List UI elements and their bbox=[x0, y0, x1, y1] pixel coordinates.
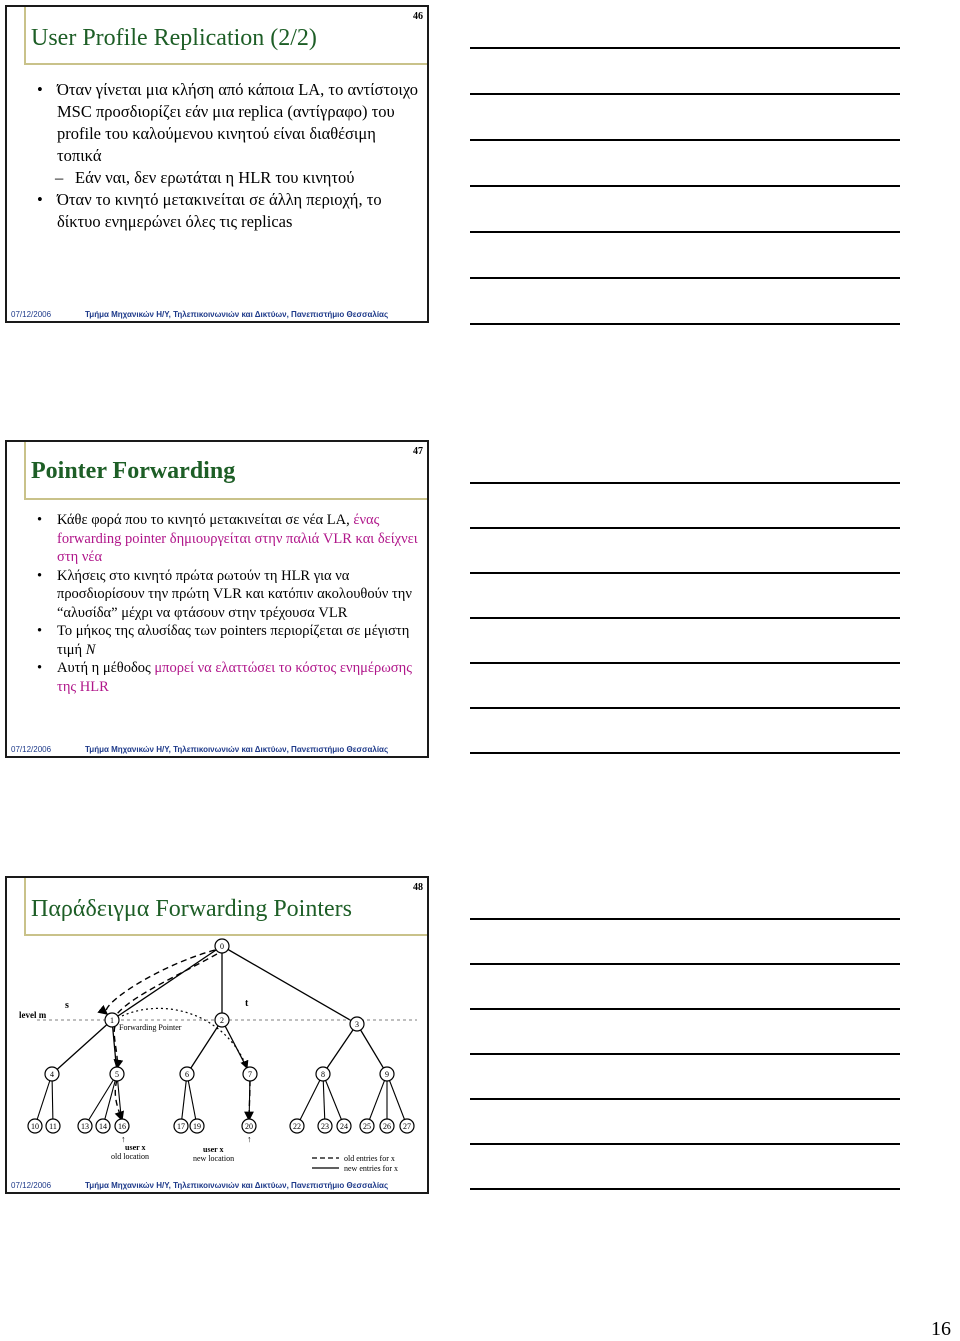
bullet-list bbox=[37, 511, 421, 696]
note-line bbox=[470, 617, 900, 619]
tree-node-label: 3 bbox=[355, 1020, 359, 1029]
new-location-marker: ↑ bbox=[247, 1134, 252, 1144]
tree-leaf-label: 20 bbox=[245, 1122, 253, 1131]
tree-leaf-label: 22 bbox=[293, 1122, 301, 1131]
accent-vertical-rule bbox=[24, 878, 26, 934]
tree-edge bbox=[222, 946, 357, 1024]
tree-leaf-label: 26 bbox=[383, 1122, 391, 1131]
slide-46 bbox=[5, 5, 429, 323]
bullet-dot-icon: • bbox=[37, 80, 43, 99]
old-path-arrow bbox=[106, 950, 215, 1014]
accent-horizontal-rule bbox=[24, 498, 427, 500]
new-location-label: new location bbox=[193, 1154, 235, 1163]
note-line bbox=[470, 231, 900, 233]
tree-edge bbox=[85, 1074, 117, 1126]
tree-leaf-label: 25 bbox=[363, 1122, 371, 1131]
bullet-item: • Όταν το κινητό μετακινείται σε άλλη περιοχή, το δίκτυο ενημερώνει όλες τις replicas bbox=[37, 190, 382, 231]
bullet-item: • Κάθε φορά που το κινητό μετακινείται σε νέα LA, ένας forwarding pointer δημιουργείται στην παλιά VLR και δείχνει στη νέα bbox=[37, 512, 418, 565]
tree-edge bbox=[52, 1020, 112, 1074]
note-line bbox=[470, 527, 900, 529]
tree-leaf-label: 19 bbox=[193, 1122, 201, 1131]
tree-node-label: 8 bbox=[321, 1070, 325, 1079]
italic-n: N bbox=[85, 641, 96, 658]
tree-leaf-label: 23 bbox=[321, 1122, 329, 1131]
tree-node-label: 4 bbox=[50, 1070, 54, 1079]
bullet-dot-icon: • bbox=[37, 190, 43, 209]
bullet-item: • Αυτή η μέθοδος μπορεί να ελαττώσει το κόστος ενημέρωσης της HLR bbox=[37, 660, 412, 695]
tree-edge bbox=[35, 1074, 52, 1126]
tree-leaf-label: 11 bbox=[49, 1122, 57, 1131]
accent-vertical-rule bbox=[24, 7, 26, 63]
slide-number: 47 bbox=[413, 446, 423, 457]
dash-icon: – bbox=[55, 168, 64, 187]
tree-edge bbox=[323, 1074, 325, 1126]
slide-48 bbox=[5, 876, 429, 1194]
note-line bbox=[470, 139, 900, 141]
footer-department: Τμήμα Μηχανικών Η/Υ, Τηλεπικοινωνιών και Δικτύων, Πανεπιστήμιο Θεσσαλίας bbox=[85, 745, 389, 754]
note-line bbox=[470, 323, 900, 325]
footer-date: 07/12/2006 bbox=[11, 745, 52, 754]
sub-bullet-item: – Εάν ναι, δεν ερωτάται η HLR του κινητού bbox=[55, 168, 355, 187]
tree-node-label: 5 bbox=[115, 1070, 119, 1079]
tree-edge bbox=[52, 1074, 53, 1126]
tree-edge bbox=[181, 1074, 187, 1126]
note-line bbox=[470, 1143, 900, 1145]
bullet-dot-icon: • bbox=[37, 567, 43, 584]
tree-leaf-label: 17 bbox=[177, 1122, 185, 1131]
old-user-label: user x bbox=[125, 1143, 146, 1152]
tree-node-label: 6 bbox=[185, 1070, 189, 1079]
forwarding-pointer-label: Forwarding Pointer bbox=[119, 1023, 182, 1032]
bullet-dot-icon: • bbox=[37, 512, 43, 528]
new-user-label: user x bbox=[203, 1145, 224, 1154]
note-line bbox=[470, 752, 900, 754]
note-line bbox=[470, 185, 900, 187]
slide-number: 48 bbox=[413, 882, 423, 893]
footer-department: Τμήμα Μηχανικών Η/Υ, Τηλεπικοινωνιών και Δικτύων, Πανεπιστήμιο Θεσσαλίας bbox=[85, 1181, 389, 1190]
tree-edge bbox=[323, 1074, 344, 1126]
tree-edge bbox=[323, 1024, 357, 1074]
note-line bbox=[470, 1098, 900, 1100]
slide-title: User Profile Replication (2/2) bbox=[31, 25, 317, 51]
slide-title: Παράδειγμα Forwarding Pointers bbox=[31, 896, 352, 922]
tree-edge bbox=[367, 1074, 387, 1126]
tree-edge bbox=[103, 1074, 117, 1126]
tree-edge bbox=[297, 1074, 323, 1126]
bullet-dot-icon: • bbox=[37, 623, 43, 639]
forwarding-pointers-diagram bbox=[7, 936, 427, 1178]
tree-leaf-label: 27 bbox=[403, 1122, 411, 1131]
notes-lines-2 bbox=[470, 482, 900, 797]
page-number: 16 bbox=[931, 1318, 951, 1340]
note-line bbox=[470, 47, 900, 49]
bullet-item: • Το μήκος της αλυσίδας των pointers περιορίζεται σε μέγιστη τιμή N bbox=[37, 623, 410, 658]
accent-vertical-rule bbox=[24, 442, 26, 498]
tree-edge bbox=[117, 1074, 122, 1126]
highlighted-text: μπορεί να ελαττώσει το κόστος ενημέρωσης της HLR bbox=[57, 660, 412, 695]
note-line bbox=[470, 918, 900, 920]
legend-old-label: old entries for x bbox=[344, 1154, 395, 1163]
t-label: t bbox=[245, 998, 249, 1009]
note-line bbox=[470, 707, 900, 709]
bullet-list bbox=[37, 79, 421, 233]
note-line bbox=[470, 482, 900, 484]
tree-node-label: 9 bbox=[385, 1070, 389, 1079]
old-location-label: old location bbox=[111, 1152, 149, 1161]
note-line bbox=[470, 662, 900, 664]
note-line bbox=[470, 572, 900, 574]
note-line bbox=[470, 1188, 900, 1190]
tree-leaf-label: 16 bbox=[118, 1122, 126, 1131]
note-line bbox=[470, 1008, 900, 1010]
slide-title: Pointer Forwarding bbox=[31, 458, 236, 484]
tree-node-label: 0 bbox=[220, 942, 224, 951]
highlighted-text: ένας forwarding pointer δημιουργείται στην παλιά VLR και δείχνει στη νέα bbox=[57, 512, 418, 565]
note-line bbox=[470, 963, 900, 965]
tree-leaf-label: 10 bbox=[31, 1122, 39, 1131]
old-path-arrow bbox=[117, 954, 217, 1014]
footer-date: 07/12/2006 bbox=[11, 310, 52, 319]
tree-node-label: 7 bbox=[248, 1070, 252, 1079]
notes-lines-3 bbox=[470, 918, 900, 1233]
tree-node-label: 1 bbox=[110, 1016, 114, 1025]
tree-edge bbox=[222, 1020, 250, 1074]
bullet-item: • Κλήσεις στο κινητό πρώτα ρωτούν τη HLR για να προσδιορίσουν την πρώτη VLR και κατόπιν ακολουθούν την “αλυσίδα” μέχρι να φτάσουν στην τρέχουσα VLR bbox=[37, 567, 412, 621]
tree-edge bbox=[357, 1024, 387, 1074]
bullet-dot-icon: • bbox=[37, 660, 43, 676]
tree-node-label: 2 bbox=[220, 1016, 224, 1025]
accent-horizontal-rule bbox=[24, 63, 427, 65]
tree-leaf-label: 13 bbox=[81, 1122, 89, 1131]
note-line bbox=[470, 93, 900, 95]
tree-edge bbox=[187, 1074, 197, 1126]
s-label: s bbox=[65, 1000, 69, 1011]
note-line bbox=[470, 277, 900, 279]
tree-edge bbox=[387, 1074, 407, 1126]
footer-date: 07/12/2006 bbox=[11, 1181, 52, 1190]
legend-new-label: new entries for x bbox=[344, 1164, 398, 1173]
notes-lines-1 bbox=[470, 47, 900, 369]
old-location-marker: ↑ bbox=[121, 1134, 126, 1144]
tree-leaf-label: 14 bbox=[99, 1122, 107, 1131]
slide-number: 46 bbox=[413, 11, 423, 22]
footer-department: Τμήμα Μηχανικών Η/Υ, Τηλεπικοινωνιών και Δικτύων, Πανεπιστήμιο Θεσσαλίας bbox=[85, 310, 389, 319]
tree-leaf-label: 24 bbox=[340, 1122, 348, 1131]
note-line bbox=[470, 1053, 900, 1055]
level-label: level m bbox=[19, 1010, 47, 1020]
slide-47 bbox=[5, 440, 429, 758]
bullet-item: • Όταν γίνεται μια κλήση από κάποια LA, το αντίστοιχο MSC προσδιορίζει εάν μια replica (αντίγραφο) του profile του καλούμενου κινητού είναι διαθέσιμη τοπικά bbox=[37, 80, 419, 165]
